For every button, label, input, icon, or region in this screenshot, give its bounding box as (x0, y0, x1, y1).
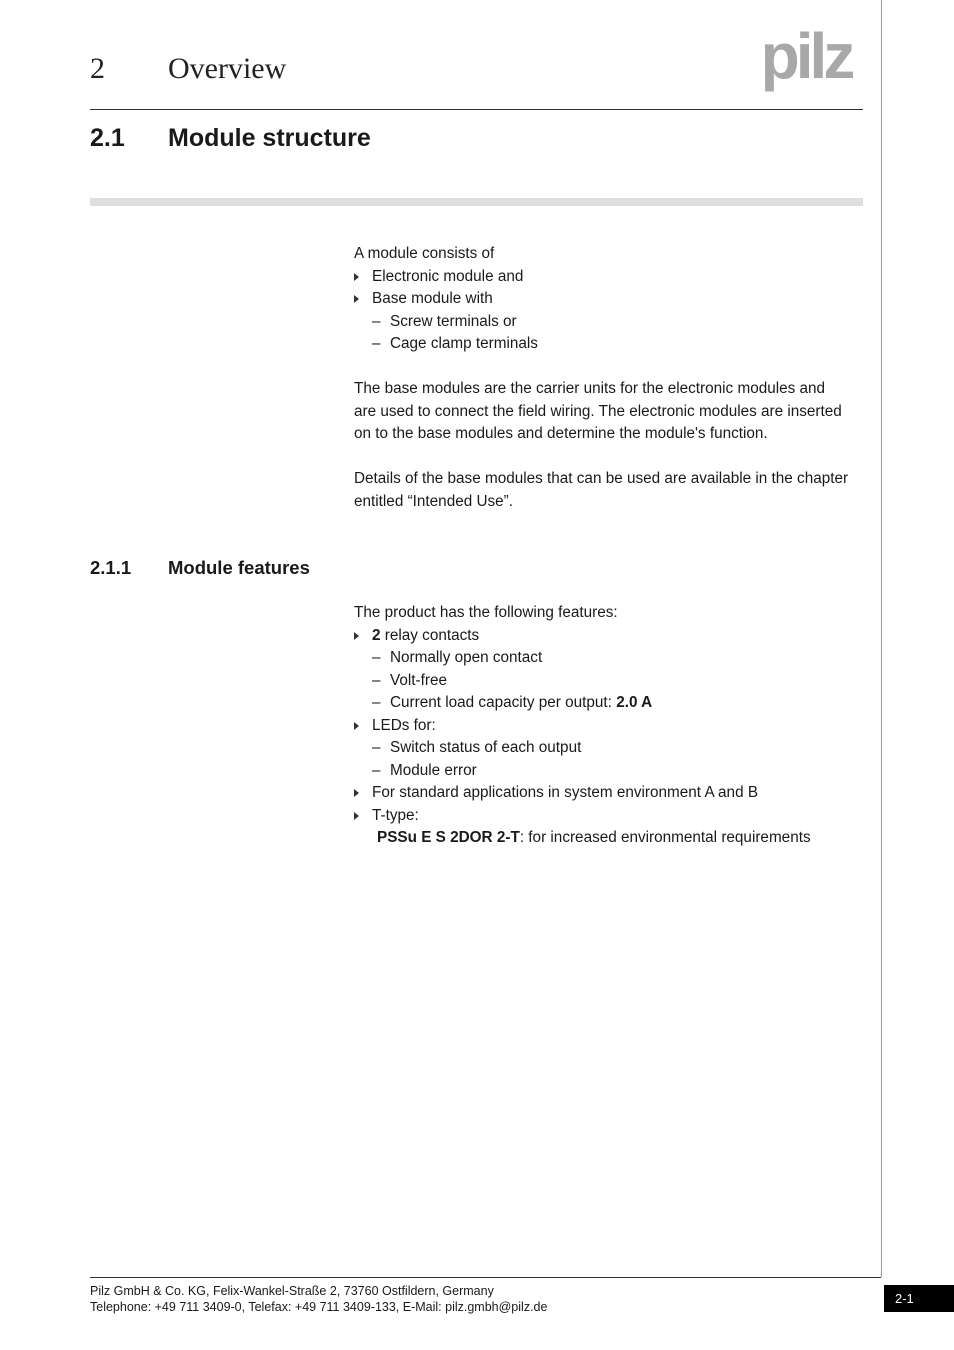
paragraph-line: Details of the base modules that can be used are available in the chapter (354, 470, 849, 487)
load-label: Current load capacity per output: (390, 694, 617, 711)
footer (90, 1283, 547, 1315)
footer-contact: Telephone: +49 711 3409-0, Telefax: +49 711 3409-133, E-Mail: pilz.gmbh@pilz.de (90, 1300, 548, 1314)
list-item-text: T-type: (372, 806, 419, 824)
bullet-triangle-icon (354, 722, 359, 730)
subsection-title: Module features (168, 557, 310, 578)
bullet-triangle-icon (354, 295, 359, 303)
list-item-text: Base module with (372, 290, 493, 307)
list-item (354, 625, 864, 648)
list-item (354, 805, 864, 828)
section-divider-bar (90, 198, 863, 206)
right-margin-rule (881, 0, 882, 1277)
sub-list-item: – Cage clamp terminals (372, 335, 538, 352)
paragraph-base-modules (354, 378, 864, 446)
chapter-title: Overview (168, 52, 287, 85)
bullet-triangle-icon (354, 632, 359, 640)
section-number: 2.1 (90, 124, 125, 152)
sub-list-item: – Screw terminals or (372, 312, 517, 330)
section-intro: A module consists of (354, 245, 495, 262)
subsection-intro: The product has the following features: (354, 604, 618, 621)
sub-list-item-text: Cage clamp terminals (390, 335, 538, 352)
footer-address: Pilz GmbH & Co. KG, Felix-Wankel-Straße 2, 73760 Ostfildern, Germany (90, 1284, 494, 1298)
paragraph-line: The base modules are the carrier units for the electronic modules and (354, 380, 826, 397)
bullet-triangle-icon (354, 812, 359, 820)
sub-list-item-text: Module error (390, 761, 477, 779)
relay-text: relay contacts (380, 626, 480, 644)
paragraph-line: on to the base modules and determine the module's function. (354, 425, 768, 442)
sub-list-item: – Module error (372, 761, 477, 779)
sub-list-item-text: Normally open contact (390, 649, 543, 666)
page-number-badge: 2-1 (884, 1285, 954, 1312)
bullet-triangle-icon (354, 789, 359, 797)
bullet-triangle-icon (354, 273, 359, 281)
section-body (354, 243, 864, 513)
ttype-product: PSSu E S 2DOR 2-T (377, 829, 520, 846)
list-item-text: Electronic module and (372, 267, 524, 285)
ttype-description (354, 827, 864, 850)
sub-list-item: – Current load capacity per output: 2.0 A (372, 694, 653, 711)
header-rule (90, 109, 863, 110)
sub-list-item: – Normally open contact (372, 649, 543, 666)
load-value: 2.0 A (616, 694, 653, 711)
pilz-logo-text: pilz (760, 28, 852, 92)
section-title: Module structure (168, 124, 371, 152)
list-item (354, 715, 864, 738)
chapter-number: 2 (90, 52, 105, 85)
paragraph-line: entitled “Intended Use”. (354, 492, 514, 510)
subsection-number: 2.1.1 (90, 557, 132, 578)
list-item (354, 266, 864, 289)
list-item (354, 288, 864, 311)
sub-list-item-text: Volt-free (390, 671, 447, 689)
relay-count: 2 (372, 626, 381, 644)
list-item-text: For standard applications in system environment A and B (372, 784, 759, 801)
pilz-logo (748, 28, 864, 94)
sub-list-item: – Volt-free (372, 671, 447, 689)
paragraph-details (354, 468, 864, 513)
subsection-body (354, 602, 864, 850)
list-item (354, 782, 864, 805)
sub-list-item-text: Switch status of each output (390, 739, 582, 756)
list-item-text: LEDs for: (372, 716, 436, 734)
ttype-desc: : for increased environmental requirements (519, 829, 811, 846)
paragraph-line: are used to connect the field wiring. The electronic modules are inserted (354, 402, 842, 420)
sub-list-item-text: Screw terminals or (390, 312, 517, 330)
footer-rule (90, 1277, 881, 1278)
sub-list-item: – Switch status of each output (372, 739, 582, 756)
